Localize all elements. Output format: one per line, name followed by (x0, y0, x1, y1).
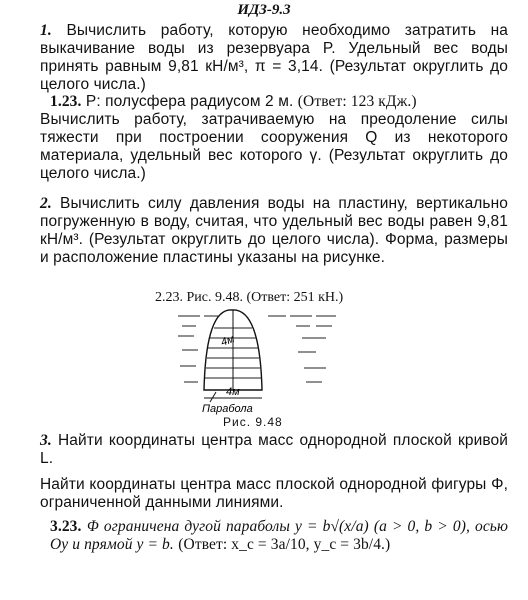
task-3-number: 3. (40, 432, 52, 449)
figure-caption: Рис. 9.48 (223, 415, 283, 429)
task-1-23-number: 1.23. (50, 93, 82, 110)
task-1-number: 1. (40, 22, 52, 39)
task-1-generic: Вычислить работу, затрачиваемую на преодоление силы тяжести при построении сооружения Q из некоторого материала, удельный вес которого γ. (Результат округлить до целого числа.) (40, 111, 508, 182)
task-3-23-number: 3.23. (50, 518, 82, 535)
task-2-number: 2. (40, 195, 52, 212)
curve-pointer (210, 392, 216, 402)
task-3-23 (50, 518, 508, 554)
task-2-text: Вычислить силу давления воды на пластину, вертикально погруженную в воду, считая, что удельный вес воды равен 9,81 кН/м³. (Результат округлить до целого числа). Форма, размеры и расположение пластины указаны на рисунке. (40, 195, 508, 266)
task-1-23-answer: (Ответ: 123 кДж.) (297, 93, 417, 110)
task-1 (40, 22, 508, 94)
task-3-generic: Найти координаты центра масс плоской однородной фигуры Φ, ограниченной данными линиями. (40, 476, 508, 511)
task-3-23-text: Φ ограничена дугой параболы y = b√(x/a) (a > 0, b > 0), осью Oy и прямой y = b. (50, 518, 508, 553)
figure-title: 2.23. Рис. 9.48. (Ответ: 251 кН.) (155, 290, 344, 305)
task-1-23 (50, 93, 508, 111)
task-2 (40, 195, 508, 267)
height-label: 4м (219, 332, 237, 349)
task-3-23-answer: (Ответ: x_c = 3a/10, y_c = 3b/4.) (178, 536, 391, 553)
task-1-23-text: P: полусфера радиусом 2 м. (85, 93, 294, 110)
plate-figure (176, 308, 356, 416)
page-title: ИДЗ-9.3 (237, 2, 291, 18)
width-label: 4м (226, 386, 240, 398)
task-3-text: Найти координаты центра масс однородной плоской кривой L. (40, 432, 508, 467)
task-1-text: Вычислить работу, которую необходимо затратить на выкачивание воды из резервуара P. Удельный вес воды принять равным 9,81 кН/м³, π = 3,14. (Результат округлить до целого числа.) (40, 22, 508, 93)
task-3 (40, 432, 508, 468)
curve-label: Парабола (202, 403, 253, 415)
